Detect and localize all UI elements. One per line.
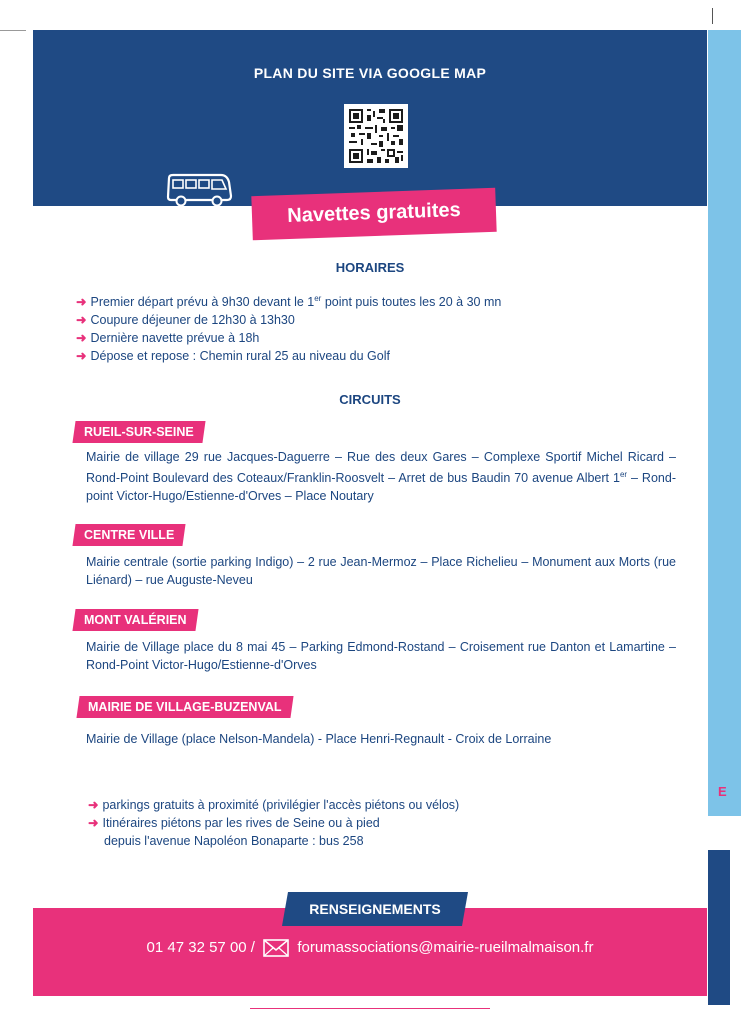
side-strip-letter: E [718, 784, 727, 799]
page-title: PLAN DU SITE VIA GOOGLE MAP [253, 65, 487, 81]
horaires-heading: HORAIRES [335, 260, 405, 275]
circuit-description: Mairie de Village (place Nelson-Mandela) - Place Henri-Regnault - Croix de Lorraine [86, 732, 552, 746]
notes-list [88, 796, 459, 850]
list-item: ➜ Coupure déjeuner de 12h30 à 13h30 [76, 313, 295, 328]
phone-number[interactable]: 01 47 32 57 00 / [146, 938, 255, 956]
circuits-heading: CIRCUITS [339, 392, 401, 407]
horaires-list [76, 290, 501, 365]
arrow-icon: ➜ [88, 816, 99, 830]
list-item: ➜ Itinéraires piétons par les rives de Seine ou à pied [88, 816, 380, 830]
header-band [33, 30, 707, 206]
bus-icon [165, 172, 233, 210]
divider [250, 1008, 490, 1009]
circuit-description: Mairie centrale (sortie parking Indigo) – 2 rue Jean-Mermoz – Place Richelieu – Monument aux Morts (rue Liénard) – rue Auguste-Neveu [86, 555, 676, 587]
circuit-tag-centre-ville: CENTRE VILLE [72, 524, 185, 546]
arrow-icon: ➜ [76, 313, 87, 328]
circuit-tag-mairie-de-village-buzenval: MAIRIE DE VILLAGE-BUZENVAL [76, 696, 293, 718]
crop-mark [0, 30, 26, 31]
email-link[interactable]: forumassociations@mairie-rueilmalmaison.fr [297, 938, 594, 956]
arrow-icon: ➜ [76, 349, 87, 364]
arrow-icon: ➜ [88, 798, 99, 812]
crop-mark [712, 8, 724, 24]
list-item: ➜ Premier départ prévu à 9h30 devant le 1er point puis toutes les 20 à 30 mn [76, 294, 502, 310]
arrow-icon: ➜ [76, 295, 87, 310]
renseignements-heading: RENSEIGNEMENTS [309, 901, 441, 917]
shuttle-title: Navettes gratuites [286, 198, 462, 228]
circuit-tag-rueil-sur-seine: RUEIL-SUR-SEINE [72, 421, 205, 443]
circuit-description: Mairie de village 29 rue Jacques-Daguerre – Rue des deux Gares – Complexe Sportif Michel Ricard – Rond-Point Boulevard des Coteaux/Franklin-Roosvelt – Arret de bus Baudin 70 avenue Albert 1er – Rond-point Victor-Hugo/Estienne-d'Orves – Place Noutary [86, 450, 676, 504]
list-item: ➜ parkings gratuits à proximité (privilégier l'accès piétons ou vélos) [88, 798, 460, 812]
side-strip-bottom [708, 850, 730, 1005]
list-item: ➜ Dépose et repose : Chemin rural 25 au niveau du Golf [76, 349, 390, 364]
circuit-description: Mairie de Village place du 8 mai 45 – Parking Edmond-Rostand – Croisement rue Danton et Lamartine – Rond-Point Victor-Hugo/Estienne-d'Orves [86, 640, 676, 672]
circuit-tag-mont-valerien: MONT VALÉRIEN [72, 609, 198, 631]
list-item: depuis l'avenue Napoléon Bonaparte : bus 258 [104, 834, 364, 848]
arrow-icon: ➜ [76, 331, 87, 346]
contact-line [33, 938, 707, 958]
qr-code-icon[interactable] [344, 104, 408, 168]
list-item: ➜ Dernière navette prévue à 18h [76, 331, 260, 346]
side-strip-top [708, 30, 741, 816]
envelope-icon [263, 938, 289, 958]
